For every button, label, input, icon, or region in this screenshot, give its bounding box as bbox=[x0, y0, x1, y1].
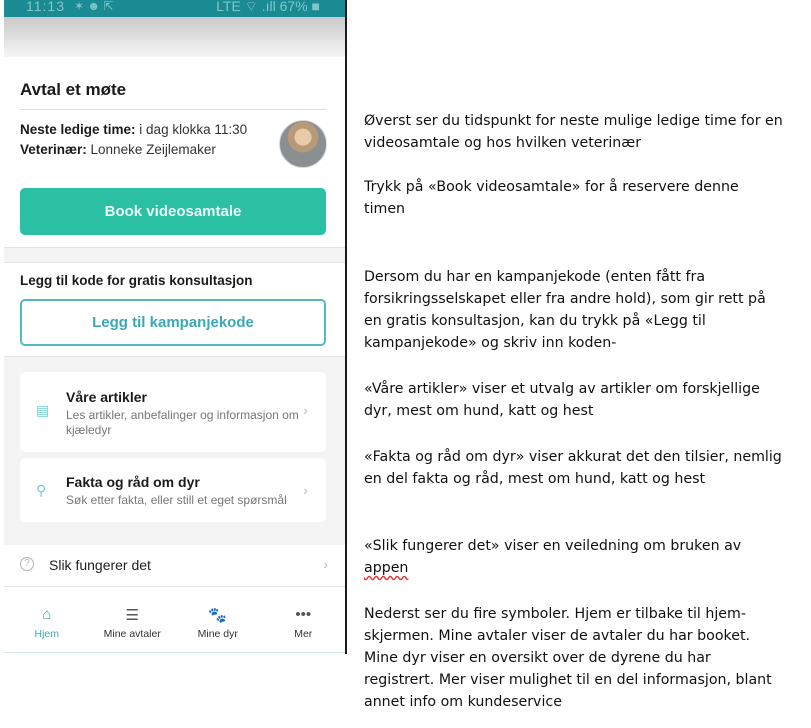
note-bottom-tabs: Nederst ser du fire symboler. Hjem er tilbake til hjem-skjermen. Mine avtaler viser de avtaler du har booket. Mine dyr viser en oversikt over de dyrene du har registrert. Mer viser mulighet til en del informasjon, blant annet info om kundeservice bbox=[364, 606, 772, 710]
document-icon: ▤ bbox=[36, 402, 50, 418]
app-bar bbox=[4, 17, 346, 57]
vet-avatar bbox=[279, 120, 327, 168]
chevron-right-icon: › bbox=[323, 556, 328, 572]
note-book-button: Trykk på «Book videosamtale» for å reservere denne timen bbox=[364, 179, 739, 217]
divider bbox=[20, 109, 326, 110]
articles-subtitle: Les artikler, anbefalinger og informasjon om kjæledyr bbox=[66, 408, 299, 437]
next-time-value: i dag klokka 11:30 bbox=[135, 122, 248, 137]
appointment-title: Avtal et møte bbox=[20, 80, 127, 99]
section-divider bbox=[4, 247, 346, 263]
articles-title: Våre artikler bbox=[66, 389, 147, 405]
signal-battery-icons: LTE ⌔ .ıll 67% ■ bbox=[216, 0, 320, 14]
note-next-time: Øverst ser du tidspunkt for neste mulige ledige time for en videosamtale og hos hvilken veterinær bbox=[364, 113, 783, 151]
bottom-tab-bar bbox=[4, 595, 346, 653]
tab-my-appointments[interactable] bbox=[90, 595, 176, 652]
articles-link[interactable] bbox=[20, 372, 326, 452]
tab-more[interactable] bbox=[261, 595, 347, 652]
promo-code-label: Legg til kode for gratis konsultasjon bbox=[20, 273, 253, 288]
tab-label: Mer bbox=[294, 628, 313, 640]
tab-label: Hjem bbox=[34, 628, 59, 640]
note-facts: «Fakta og råd om dyr» viser akkurat det den tilsier, nemlig en del fakta og råd, mest om hund, katt og hest bbox=[364, 449, 782, 487]
notification-icons: ✶ ☻ ⇱ bbox=[74, 0, 114, 13]
status-bar bbox=[4, 0, 346, 17]
status-time: 11:13 bbox=[26, 0, 65, 14]
note-articles: «Våre artikler» viser et utvalg av artikler om forskjellige dyr, mest om hund, katt og hest bbox=[364, 381, 760, 419]
vet-label: Veterinær: bbox=[20, 142, 87, 157]
more-icon: ••• bbox=[295, 606, 312, 623]
add-promo-code-button[interactable]: Legg til kampanjekode bbox=[20, 299, 326, 346]
facts-advice-link[interactable] bbox=[20, 458, 326, 522]
tab-my-pets[interactable] bbox=[175, 595, 261, 652]
how-it-works-label: Slik fungerer det bbox=[49, 557, 151, 573]
chevron-right-icon: › bbox=[303, 402, 308, 418]
chevron-right-icon: › bbox=[303, 482, 308, 498]
note-promo-code: Dersom du har en kampanjekode (enten fått fra forsikringsselskapet eller fra andre hold), som gir rett på en gratis konsultasjon, kan du trykk på «Legg til kampanjekode» og skriv inn koden- bbox=[364, 269, 766, 351]
note-how-text: «Slik fungerer det» viser en veiledning om bruken av bbox=[364, 538, 742, 554]
tab-label: Mine avtaler bbox=[103, 628, 161, 640]
phone-edge bbox=[345, 0, 347, 654]
tab-home[interactable] bbox=[4, 595, 90, 652]
help-icon: ? bbox=[20, 557, 34, 571]
how-it-works-link[interactable] bbox=[4, 545, 346, 587]
list-icon: ☰ bbox=[125, 607, 139, 624]
vet-name: Lonneke Zeijlemaker bbox=[86, 142, 216, 157]
search-icon: ⚲ bbox=[36, 482, 47, 498]
tab-label: Mine dyr bbox=[197, 628, 238, 640]
note-how-it-works bbox=[364, 535, 784, 579]
paw-icon: 🐾 bbox=[208, 607, 228, 624]
facts-subtitle: Søk etter fakta, eller still et eget spørsmål bbox=[66, 493, 287, 507]
book-video-call-button[interactable]: Book videosamtale bbox=[20, 188, 326, 235]
next-available-time bbox=[20, 122, 247, 137]
note-how-misspelled: appen bbox=[364, 560, 409, 576]
next-time-label: Neste ledige time: bbox=[20, 122, 136, 137]
veterinarian bbox=[20, 142, 216, 157]
phone-screenshot bbox=[4, 0, 346, 654]
home-icon: ⌂ bbox=[42, 606, 52, 623]
facts-title: Fakta og råd om dyr bbox=[66, 474, 200, 490]
